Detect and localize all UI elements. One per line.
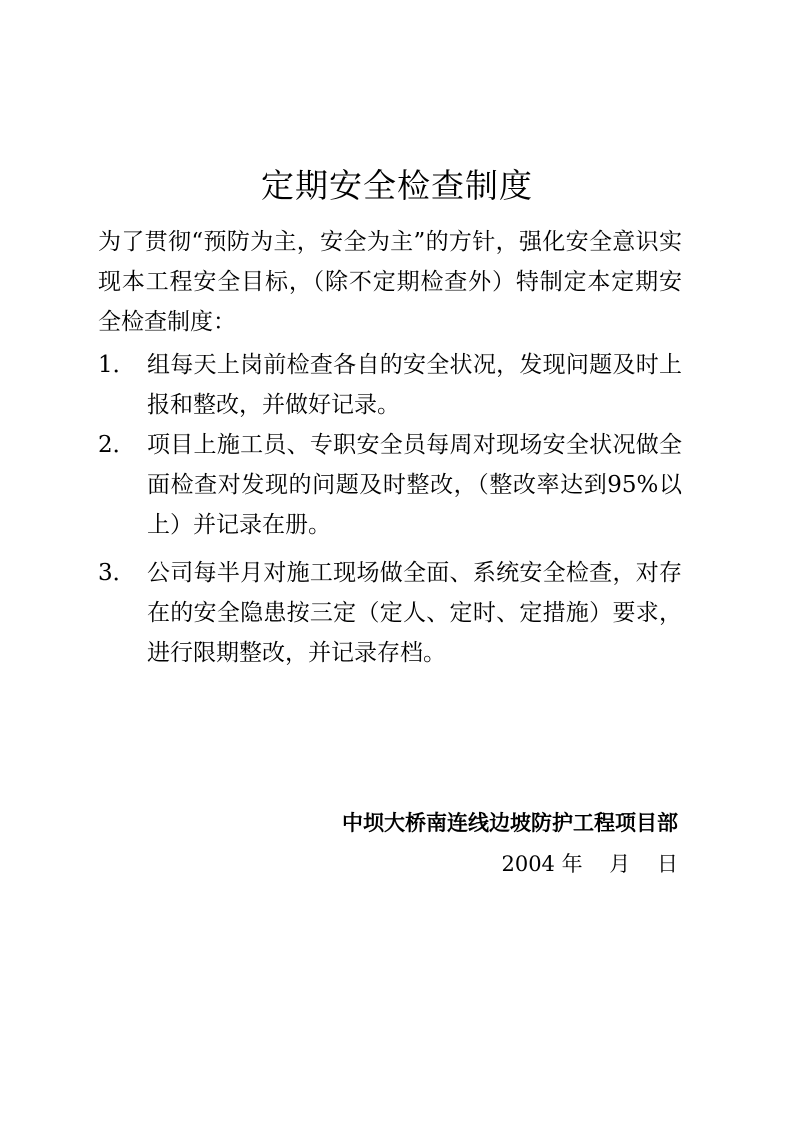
list-item-text: 组每天上岗前检查各自的安全状况，发现问题及时上报和整改，并做好记录。 <box>147 352 682 418</box>
list-item-text: 公司每半月对施工现场做全面、系统安全检查，对存在的安全隐患按三定（定人、定时、定措施）要求，进行限期整改，并记录存档。 <box>147 560 682 666</box>
document-title: 定期安全检查制度 <box>261 166 533 205</box>
intro-paragraph: 为了贯彻“预防为主，安全为主”的方针，强化安全意识实现本工程安全目标，（除不定期检查外）特制定本定期安全检查制度： <box>98 229 682 335</box>
list-item <box>98 553 682 673</box>
list-item-number: 3． <box>98 560 136 586</box>
list-item-text: 项目上施工员、专职安全员每周对现场安全状况做全面检查对发现的问题及时整改，（整改率达到95%以上）并记录在册。 <box>147 432 682 538</box>
list-item-number: 1． <box>98 352 136 378</box>
list-item-number: 2． <box>98 432 136 458</box>
signature-date: 2004 年 月 日 <box>501 852 678 876</box>
signature-department: 中坝大桥南连线边坡防护工程项目部 <box>342 810 678 835</box>
list-item <box>98 345 682 425</box>
list-item <box>98 425 682 545</box>
